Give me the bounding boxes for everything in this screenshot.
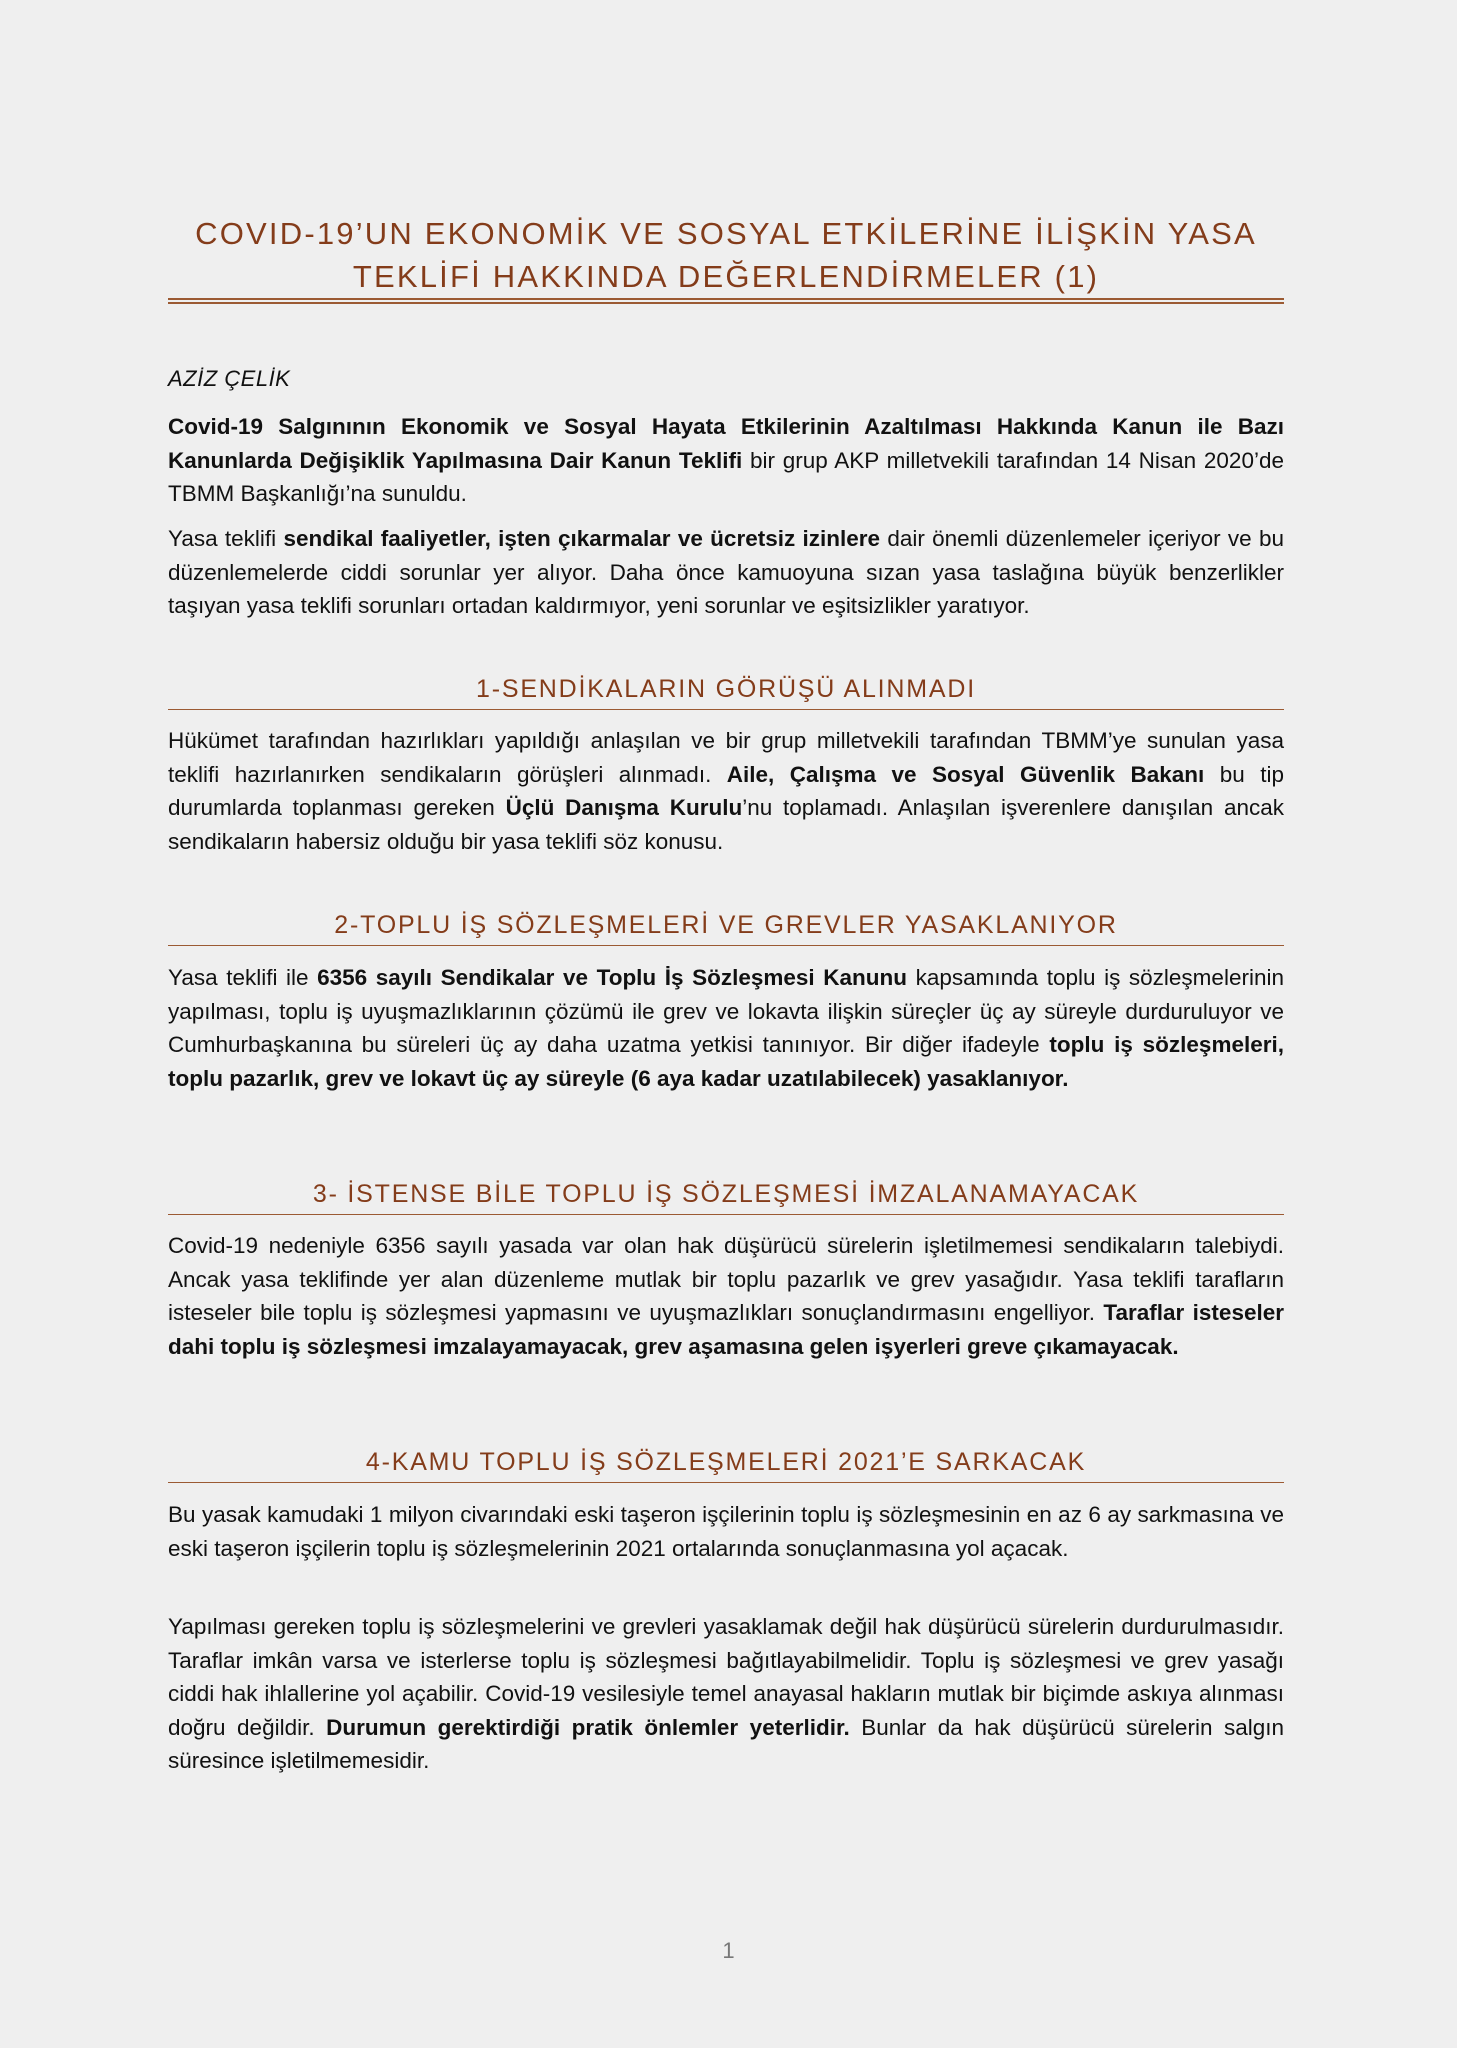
intro-paragraph-1 xyxy=(168,410,1284,511)
author-name: AZİZ ÇELİK xyxy=(168,366,291,391)
intro-p2-text-1: Yasa teklifi xyxy=(168,526,284,551)
s3-bold-1: Taraflar isteseler dahi toplu iş sözleşmesi imzalayamayacak, grev aşamasına gelen işyerleri greve çıkamayacak. xyxy=(168,1300,1284,1359)
section-1-heading: 1-SENDİKALARIN GÖRÜŞÜ ALINMADI xyxy=(168,672,1284,710)
s2-text-2: kapsamında toplu iş sözleşmelerinin yapılması, toplu iş uyuşmazlıklarının çözümü ile grev ve lokavta ilişkin süreçler üç ay süreyle durduruluyor ve Cumhurbaşkanına bu süreleri üç ay daha uzatma yetkisi tanınıyor. Bir diğer ifadeyle xyxy=(168,965,1284,1057)
s4-p2-text-2: Bunlar da hak düşürücü sürelerin salgın süresince işletilmemesidir. xyxy=(168,1714,1284,1773)
s1-text-2: bu tip durumlarda toplanması gereken xyxy=(168,761,1284,820)
section-2-paragraph xyxy=(168,961,1284,1095)
s4-p1-text: Bu yasak kamudaki 1 milyon civarındaki eski taşeron işçilerinin toplu iş sözleşmesinin en az 6 ay sarkmasına ve eski taşeron işçilerin toplu iş sözleşmelerinin 2021 ortalarında sonuçlanmasına yol açacak. xyxy=(168,1502,1284,1561)
s2-text-1: Yasa teklifi ile xyxy=(168,965,318,990)
title-line-1: COVID-19’UN EKONOMİK VE SOSYAL ETKİLERİNE İLİŞKİN YASA xyxy=(195,216,1257,251)
section-3-heading: 3- İSTENSE BİLE TOPLU İŞ SÖZLEŞMESİ İMZALANAMAYACAK xyxy=(168,1177,1284,1215)
section-1-paragraph xyxy=(168,724,1284,858)
s2-bold-2: toplu iş sözleşmeleri, toplu pazarlık, grev ve lokavt üç ay süreyle (6 aya kadar uzatılabilecek) yasaklanıyor. xyxy=(168,1032,1284,1091)
document-title xyxy=(168,212,1284,298)
section-4-paragraph-2 xyxy=(168,1610,1284,1778)
s4-p2-bold-1: Durumun gerektirdiği pratik önlemler yeterlidir. xyxy=(326,1714,850,1740)
section-4-paragraph-1 xyxy=(168,1498,1284,1565)
s4-p2-text-1: Yapılması gereken toplu iş sözleşmelerini ve grevleri yasaklamak değil hak düşürücü sürelerin durdurulmasıdır. Taraflar imkân varsa ve isterlerse toplu iş sözleşmesi bağıtlayabilmelidir. Toplu iş sözleşmesi ve grev yasağı ciddi hak ihlallerine yol açabilir. Covid-19 vesilesiyle temel anayasal hakların mutlak bir biçimde askıya alınması doğru değildir. xyxy=(168,1614,1284,1740)
intro-p2-bold-1: sendikal faaliyetler, işten çıkarmalar ve ücretsiz izinlere xyxy=(283,526,881,551)
title-line-2: TEKLİFİ HAKKINDA DEĞERLENDİRMELER (1) xyxy=(352,259,1100,294)
s1-bold-2: Üçlü Danışma Kurulu xyxy=(505,795,743,820)
section-4-heading: 4-KAMU TOPLU İŞ SÖZLEŞMELERİ 2021’E SARKACAK xyxy=(168,1445,1284,1483)
section-2-heading: 2-TOPLU İŞ SÖZLEŞMELERİ VE GREVLER YASAKLANIYOR xyxy=(168,908,1284,946)
s1-bold-1: Aile, Çalışma ve Sosyal Güvenlik Bakanı xyxy=(726,761,1205,787)
intro-p1-text: bir grup AKP milletvekili tarafından 14 Nisan 2020’de TBMM Başkanlığı’na sunuldu. xyxy=(168,447,1284,506)
s1-text-1: Hükümet tarafından hazırlıkları yapıldığı anlaşılan ve bir grup milletvekili tarafından TBMM’ye sunulan yasa teklifi hazırlanırken sendikaların görüşleri alınmadı. xyxy=(168,728,1284,787)
bill-name: Covid-19 Salgınının Ekonomik ve Sosyal Hayata Etkilerinin Azaltılması Hakkında Kanun ile Bazı Kanunlarda Değişiklik Yapılmasına Dair Kanun Teklifi xyxy=(168,414,1284,473)
s1-text-3: ’nu toplamadı. Anlaşılan işverenlere danışılan ancak sendikaların habersiz olduğu bir yasa teklifi söz konusu. xyxy=(168,795,1285,854)
title-double-rule xyxy=(168,298,1284,304)
section-3-paragraph xyxy=(168,1229,1284,1363)
page-number: 1 xyxy=(722,1938,735,1963)
s3-text-1: Covid-19 nedeniyle 6356 sayılı yasada var olan hak düşürücü sürelerin işletilmemesi sendikaların talebiydi. Ancak yasa teklifinde yer alan düzenleme mutlak bir toplu pazarlık ve grev yasağıdır. Yasa teklifi tarafların isteseler bile toplu iş sözleşmesi yapmasını ve uyuşmazlıkları sonuçlandırmasını engelliyor. xyxy=(168,1233,1284,1325)
s2-bold-1: 6356 sayılı Sendikalar ve Toplu İş Sözleşmesi Kanunu xyxy=(317,965,907,990)
intro-p2-text-2: dair önemli düzenlemeler içeriyor ve bu düzenlemelerde ciddi sorunlar yer alıyor. Daha önce kamuoyuna sızan yasa taslağına büyük benzerlikler taşıyan yasa teklifi sorunları ortadan kaldırmıyor, yeni sorunlar ve eşitsizlikler yaratıyor. xyxy=(168,526,1284,618)
intro-paragraph-2 xyxy=(168,522,1284,623)
